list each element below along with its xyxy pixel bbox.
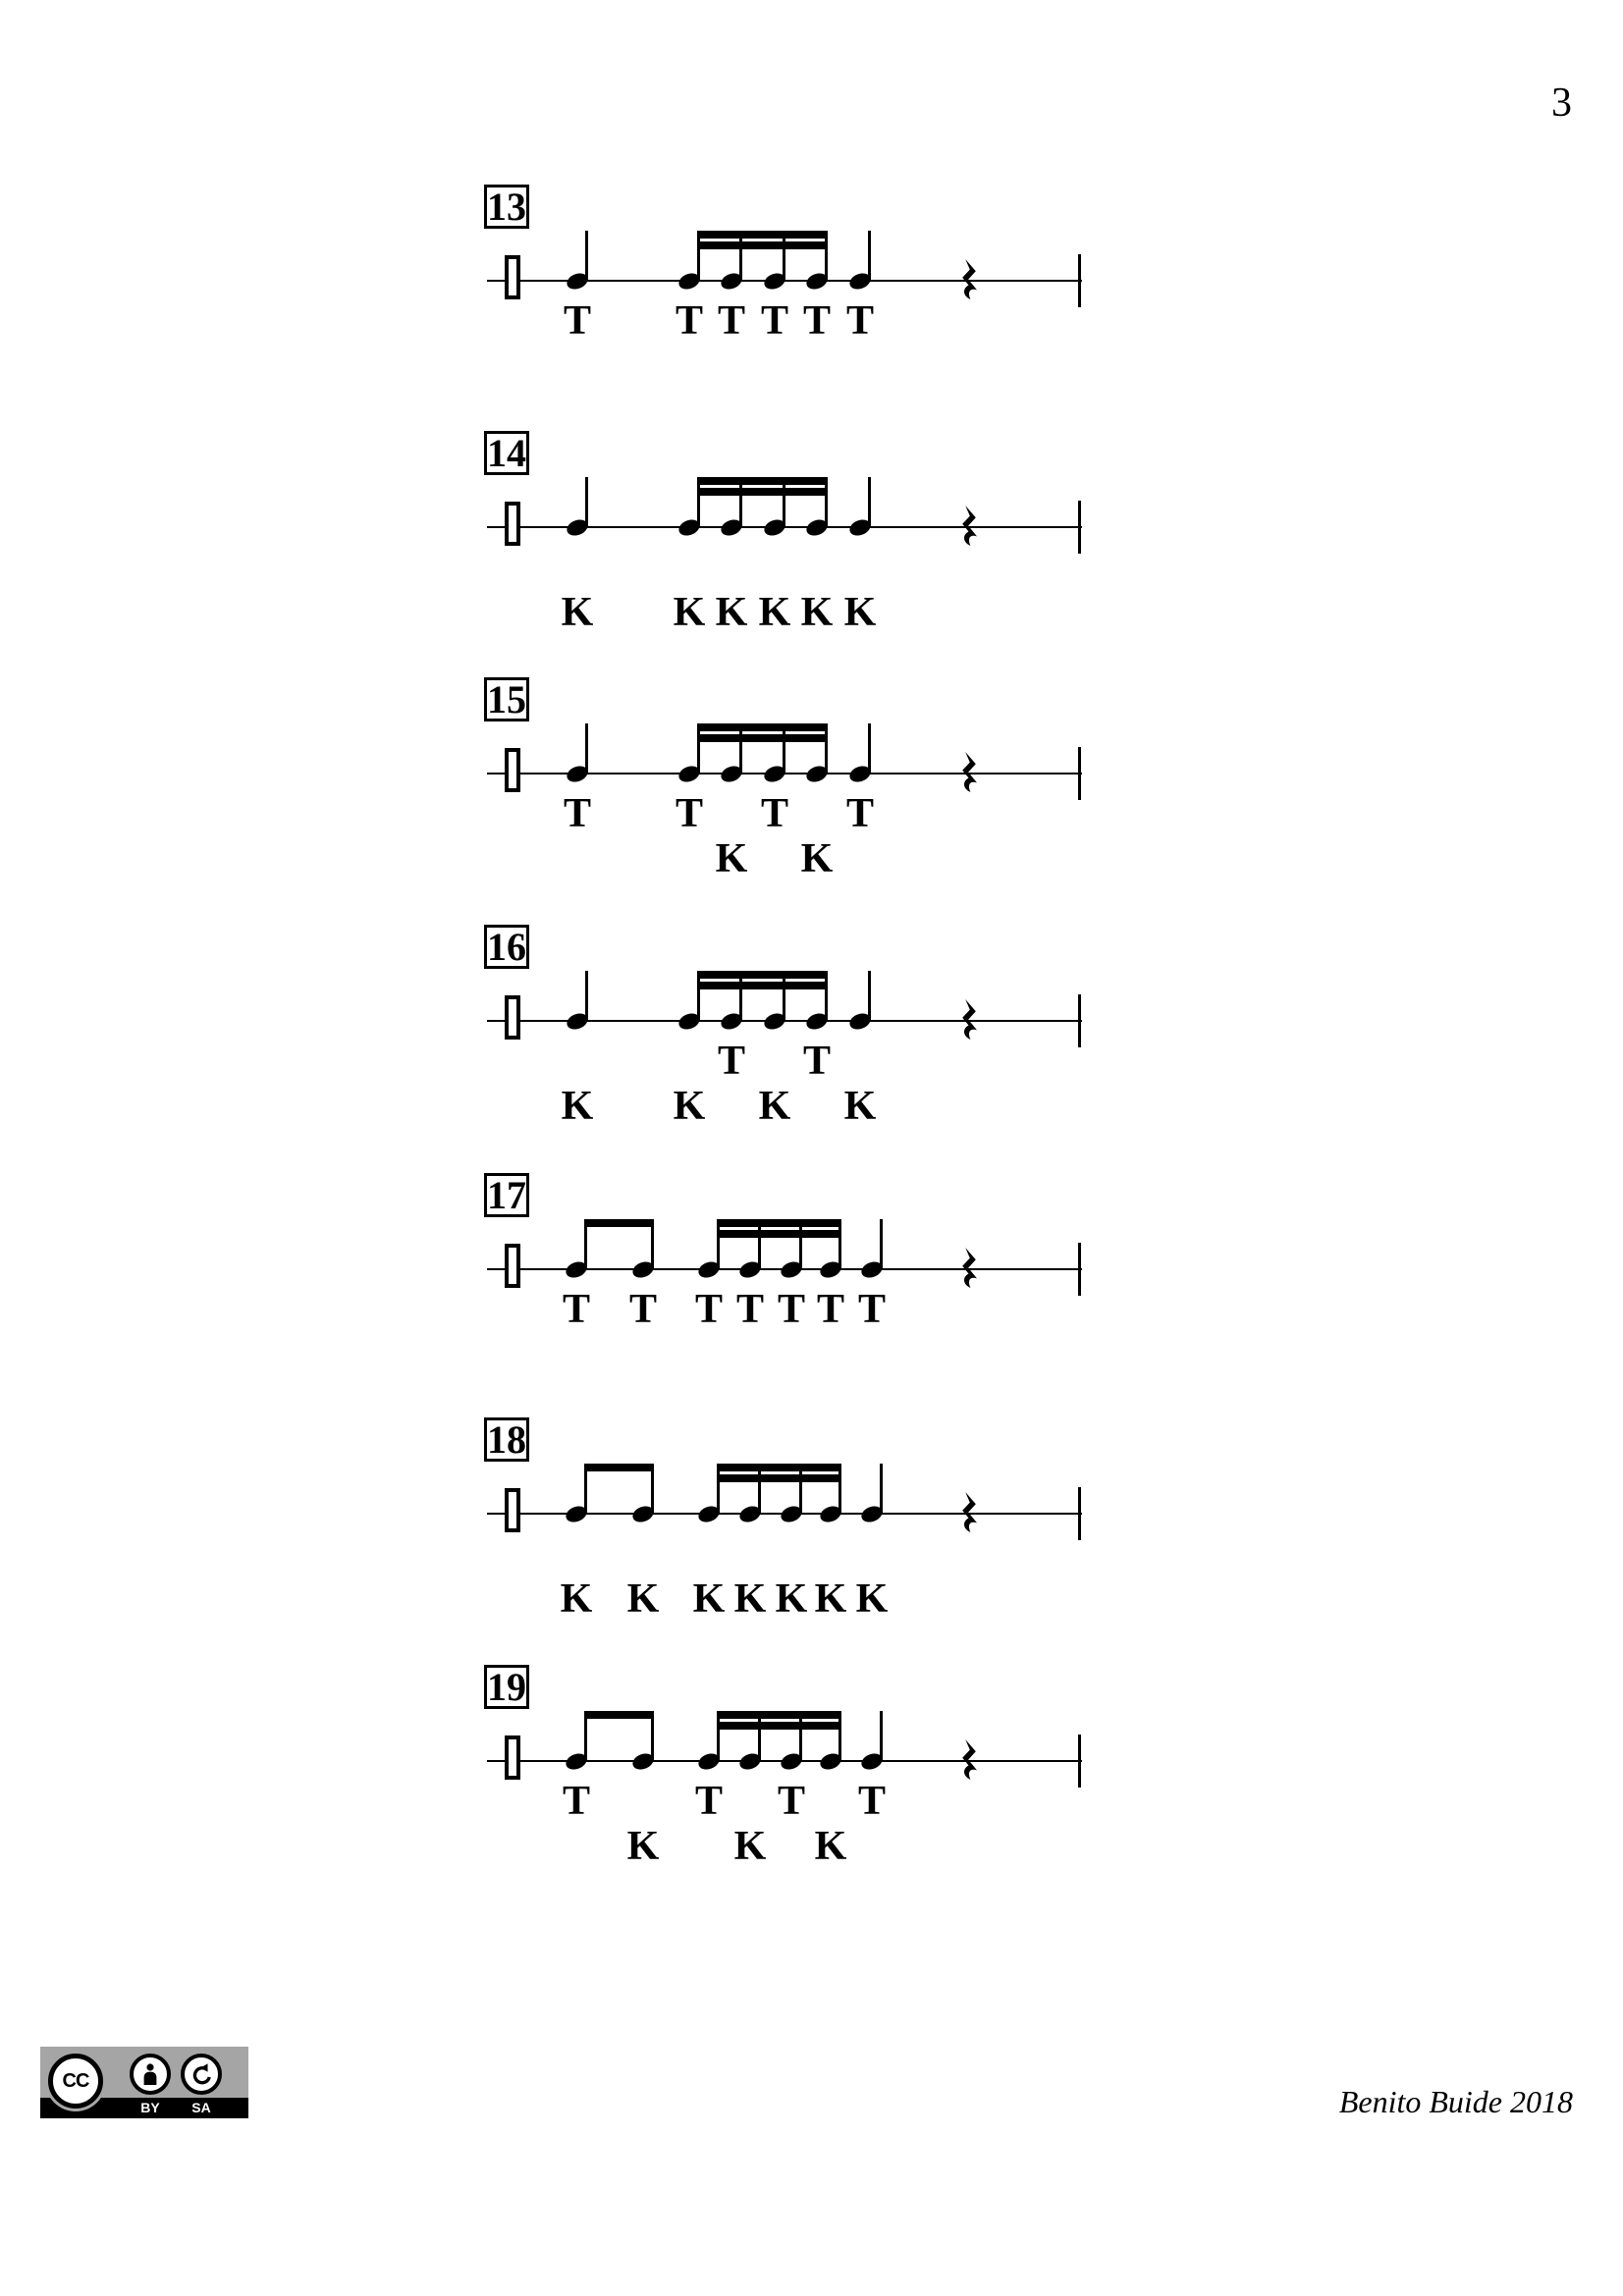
syllable-K: K: [800, 836, 834, 881]
exercise-number: 19: [484, 1665, 529, 1709]
note-stem: [880, 1464, 883, 1514]
syllable-K: K: [715, 590, 748, 635]
syllable-T: T: [845, 298, 874, 344]
quarter-rest-icon: [960, 1492, 980, 1535]
syllable-K: K: [814, 1824, 847, 1869]
syllable-T: T: [802, 298, 831, 344]
syllable-K: K: [626, 1824, 660, 1869]
syllable-K: K: [775, 1576, 808, 1622]
syllable-T: T: [777, 1779, 805, 1824]
syllable-T: T: [802, 1039, 831, 1084]
sixteenth-beam: [697, 982, 829, 989]
cc-license-badge: [40, 2047, 248, 2118]
sixteenth-beam: [717, 1474, 842, 1482]
note-stem: [585, 477, 588, 527]
barline: [1078, 1735, 1081, 1788]
syllable-T: T: [562, 1779, 590, 1824]
sixteenth-beam: [697, 488, 829, 496]
quarter-rest-icon: [960, 1739, 980, 1783]
syllable-K: K: [715, 836, 748, 881]
note-stem: [868, 231, 871, 281]
syllable-T: T: [563, 791, 591, 836]
syllable-K: K: [758, 590, 791, 635]
syllable-T: T: [760, 791, 788, 836]
syllable-T: T: [735, 1287, 764, 1332]
syllable-T: T: [717, 1039, 745, 1084]
eighth-beam: [584, 1219, 655, 1227]
syllable-K: K: [843, 1084, 877, 1129]
sixteenth-beam: [697, 477, 829, 485]
exercise-number: 14: [484, 431, 529, 475]
syllable-T: T: [777, 1287, 805, 1332]
note-stem: [585, 971, 588, 1021]
quarter-rest-icon: [960, 1248, 980, 1291]
syllable-K: K: [692, 1576, 726, 1622]
page-number: 3: [1551, 80, 1572, 126]
syllable-K: K: [561, 1084, 594, 1129]
percussion-clef: [505, 748, 520, 792]
exercise-number: 15: [484, 677, 529, 721]
syllable-T: T: [857, 1779, 886, 1824]
syllable-K: K: [758, 1084, 791, 1129]
sixteenth-beam: [697, 241, 829, 249]
sixteenth-beam: [717, 1230, 842, 1238]
barline: [1078, 501, 1081, 554]
syllable-T: T: [628, 1287, 657, 1332]
sa-arrow-icon: [181, 2054, 222, 2095]
barline: [1078, 1487, 1081, 1540]
cc-logo-text: CC: [62, 2069, 89, 2092]
barline: [1078, 254, 1081, 307]
syllable-T: T: [760, 298, 788, 344]
note-stem: [868, 971, 871, 1021]
cc-logo-icon: [48, 2054, 103, 2109]
syllable-K: K: [673, 590, 706, 635]
percussion-clef: [505, 1488, 520, 1532]
sixteenth-beam: [697, 231, 829, 239]
exercise-number: 16: [484, 925, 529, 969]
note-stem: [880, 1219, 883, 1269]
syllable-T: T: [675, 298, 703, 344]
syllable-T: T: [562, 1287, 590, 1332]
note-stem: [880, 1711, 883, 1761]
syllable-T: T: [694, 1287, 723, 1332]
syllable-T: T: [816, 1287, 844, 1332]
syllable-T: T: [675, 791, 703, 836]
by-label: BY: [140, 2100, 160, 2115]
eighth-beam: [584, 1464, 655, 1471]
syllable-K: K: [673, 1084, 706, 1129]
barline: [1078, 747, 1081, 800]
by-person-icon: [130, 2054, 171, 2095]
syllable-K: K: [800, 590, 834, 635]
note-stem: [585, 723, 588, 774]
exercise-number: 17: [484, 1173, 529, 1217]
sa-label: SA: [191, 2100, 211, 2115]
eighth-beam: [584, 1711, 655, 1719]
quarter-rest-icon: [960, 259, 980, 302]
syllable-K: K: [733, 1824, 767, 1869]
quarter-rest-icon: [960, 999, 980, 1042]
syllable-K: K: [561, 590, 594, 635]
syllable-K: K: [626, 1576, 660, 1622]
syllable-T: T: [563, 298, 591, 344]
syllable-K: K: [560, 1576, 593, 1622]
percussion-clef: [505, 1735, 520, 1780]
note-stem: [868, 477, 871, 527]
quarter-rest-icon: [960, 506, 980, 549]
syllable-K: K: [843, 590, 877, 635]
percussion-clef: [505, 255, 520, 299]
note-stem: [585, 231, 588, 281]
footer-credit: Benito Buide 2018: [1338, 2084, 1573, 2119]
exercise-number: 13: [484, 185, 529, 229]
syllable-K: K: [855, 1576, 889, 1622]
percussion-clef: [505, 995, 520, 1040]
syllable-T: T: [694, 1779, 723, 1824]
quarter-rest-icon: [960, 752, 980, 795]
percussion-clef: [505, 1244, 520, 1288]
sixteenth-beam: [697, 971, 829, 979]
sixteenth-beam: [697, 723, 829, 731]
sixteenth-beam: [717, 1722, 842, 1730]
exercise-number: 18: [484, 1417, 529, 1462]
sixteenth-beam: [717, 1219, 842, 1227]
syllable-T: T: [717, 298, 745, 344]
barline: [1078, 1243, 1081, 1296]
sixteenth-beam: [717, 1711, 842, 1719]
barline: [1078, 994, 1081, 1047]
sixteenth-beam: [697, 734, 829, 742]
percussion-clef: [505, 502, 520, 546]
note-stem: [868, 723, 871, 774]
syllable-K: K: [814, 1576, 847, 1622]
syllable-K: K: [733, 1576, 767, 1622]
syllable-T: T: [857, 1287, 886, 1332]
syllable-T: T: [845, 791, 874, 836]
sixteenth-beam: [717, 1464, 842, 1471]
